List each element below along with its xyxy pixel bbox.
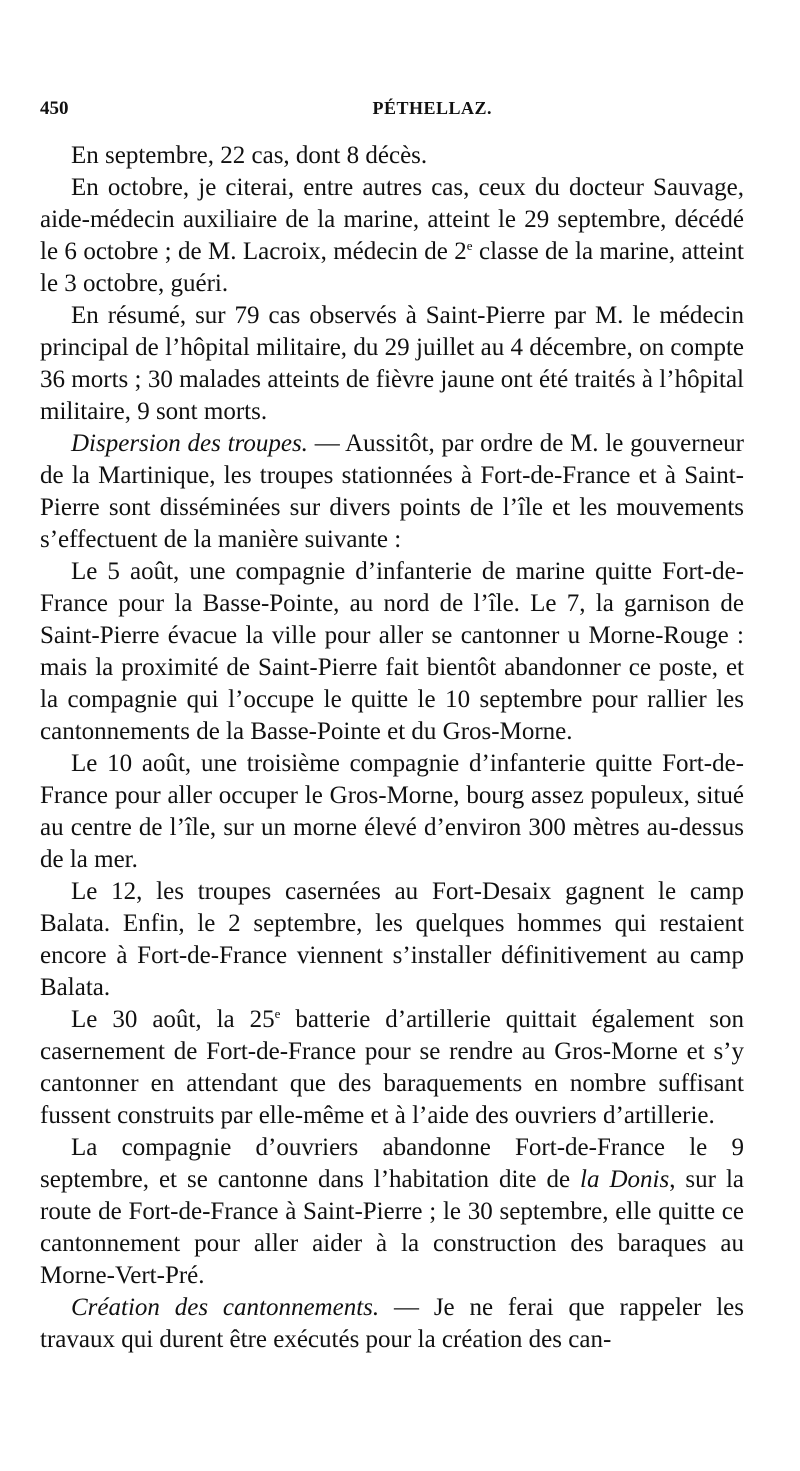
paragraph xyxy=(40,172,744,300)
paragraph xyxy=(40,1292,744,1356)
paragraph-text: En septembre, 22 cas, dont 8 décès. xyxy=(71,142,428,169)
paragraph-text: , sur la route de Fort-de-France à Saint-Pierre ; le 30 septembre, elle quitte ce cantonnement pour aller aider à la construction des baraques au Morne-Vert-Pré. xyxy=(40,1166,744,1289)
paragraph xyxy=(40,748,744,876)
paragraph xyxy=(40,1004,744,1132)
paragraph-text: Le 5 août, une compagnie d’infanterie de marine quitte Fort-de-France pour la Basse-Pointe, au nord de l’île. Le 7, la garnison de Saint-Pierre évacue la ville pour aller se cantonner u Morne-Rouge : mais la proximité de Saint-Pierre fait bientôt abandonner ce poste, et la compagnie qui l’occupe le quitte le 10 septembre pour rallier les cantonnements de la Basse-Pointe et du Gros-Morne. xyxy=(40,558,744,745)
superscript: e xyxy=(466,238,473,253)
section-lead: Création des cantonnements. xyxy=(71,1294,380,1321)
paragraph xyxy=(40,428,744,556)
paragraph xyxy=(40,876,744,1004)
paragraph-text: — Je ne ferai que rappeler les travaux qui durent être exécutés pour la création des can- xyxy=(40,1294,744,1353)
paragraph-text: La compagnie d’ouvriers abandonne Fort-de-France le 9 septembre, et se cantonne dans l’habitation dite de xyxy=(40,1134,744,1193)
superscript: e xyxy=(274,1006,281,1021)
page-number: 450 xyxy=(40,98,69,119)
italic-place-name: la Donis xyxy=(580,1166,670,1193)
paragraph xyxy=(40,556,744,748)
paragraph-text: Le 10 août, une troisième compagnie d’infanterie quitte Fort-de-France pour aller occuper le Gros-Morne, bourg assez populeux, situé au centre de l’île, sur un morne élevé d’environ 300 mètres au-dessus de la mer. xyxy=(40,750,744,873)
page-header xyxy=(40,98,742,120)
running-head: PÉTHELLAZ. xyxy=(372,98,492,118)
section-lead: Dispersion des troupes. xyxy=(71,430,308,457)
paragraph-text: En résumé, sur 79 cas observés à Saint-Pierre par M. le médecin principal de l’hôpital militaire, du 29 juillet au 4 décembre, on compte 36 morts ; 30 malades atteints de fièvre jaune ont été traités à l’hôpital militaire, 9 sont morts. xyxy=(40,302,744,425)
paragraph-text: En octobre, je citerai, entre autres cas, ceux du docteur Sauvage, aide-médecin auxiliaire de la marine, atteint le 29 septembre, décédé le 6 octobre ; de M. Lacroix, médecin de 2 xyxy=(40,174,744,265)
paragraph-text: Le 30 août, la 25 xyxy=(71,1006,275,1033)
paragraph xyxy=(40,1132,744,1292)
paragraph-text: classe de la marine, atteint le 3 octobre, guéri. xyxy=(40,238,744,297)
paragraph xyxy=(40,300,744,428)
paragraph xyxy=(40,140,744,172)
body-text xyxy=(40,140,744,1356)
paragraph-text: Le 12, les troupes casernées au Fort-Desaix gagnent le camp Balata. Enfin, le 2 septembre, les quelques hommes qui restaient encore à Fort-de-France viennent s’installer définitivement au camp Balata. xyxy=(40,878,744,1001)
paragraph-text: — Aussitôt, par ordre de M. le gouverneur de la Martinique, les troupes stationnées à Fort-de-France et à Saint-Pierre sont disséminées sur divers points de l’île et les mouvements s’effectuent de la manière suivante : xyxy=(40,430,744,553)
paragraph-text: batterie d’artillerie quittait également son casernement de Fort-de-France pour se rendre au Gros-Morne et s’y cantonner en attendant que des baraquements en nombre suffisant fussent construits par elle-même et à l’aide des ouvriers d’artillerie. xyxy=(40,1006,744,1129)
